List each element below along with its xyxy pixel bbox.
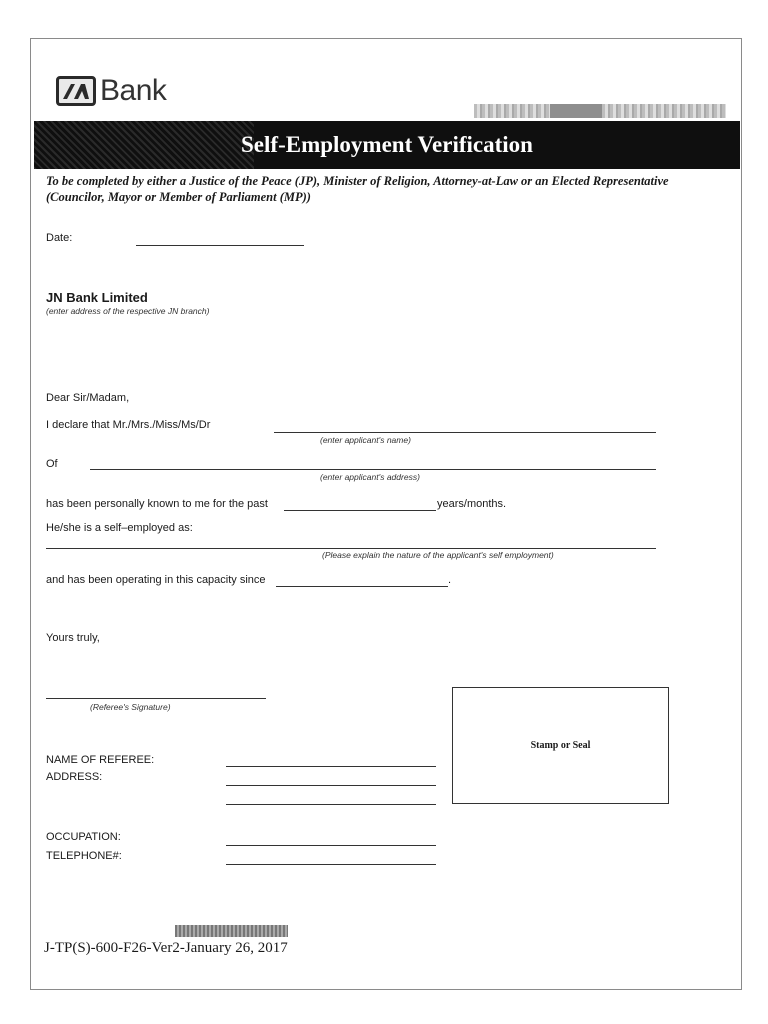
nature-hint: (Please explain the nature of the applicant's self employment) — [322, 550, 554, 560]
date-field[interactable] — [136, 245, 304, 246]
applicant-address-field[interactable] — [90, 469, 656, 470]
jn-logo-icon — [56, 76, 96, 106]
applicant-address-hint: (enter applicant's address) — [320, 472, 420, 482]
referee-name-label: NAME OF REFEREE: — [46, 754, 155, 766]
self-employment-field[interactable] — [46, 548, 656, 549]
operating-label: and has been operating in this capacity since — [46, 574, 266, 586]
self-employed-label: He/she is a self–employed as: — [46, 522, 193, 534]
of-label: Of — [46, 458, 58, 470]
date-label: Date: — [46, 232, 73, 244]
applicant-name-field[interactable] — [274, 432, 656, 433]
form-code: J-TP(S)-600-F26-Ver2-January 26, 2017 — [44, 940, 288, 956]
signature-hint: (Referee's Signature) — [90, 702, 171, 712]
page-title: Self-Employment Verification — [241, 132, 533, 157]
declare-label: I declare that Mr./Mrs./Miss/Ms/Dr — [46, 419, 211, 431]
operating-since-field[interactable] — [276, 586, 448, 587]
referee-address-field-2[interactable] — [226, 804, 436, 805]
occupation-field[interactable] — [226, 845, 436, 846]
bank-address-hint: (enter address of the respective JN branch) — [46, 306, 210, 316]
closing: Yours truly, — [46, 632, 100, 644]
years-label: years/months. — [437, 498, 507, 510]
salutation: Dear Sir/Madam, — [46, 392, 130, 404]
referee-name-field[interactable] — [226, 766, 436, 767]
known-label: has been personally known to me for the past — [46, 498, 268, 510]
bank-name: JN Bank Limited — [46, 290, 148, 305]
applicant-name-hint: (enter applicant's name) — [320, 435, 411, 445]
stamp-box — [452, 687, 669, 804]
signature-field[interactable] — [46, 698, 266, 699]
telephone-field[interactable] — [226, 864, 436, 865]
years-field[interactable] — [284, 510, 436, 511]
operating-end: . — [448, 574, 452, 586]
referee-address-label: ADDRESS: — [46, 771, 103, 783]
intro-text: To be completed by either a Justice of the Peace (JP), Minister of Religion, Attorney-at-Law or an Elected Representative (Councilor, Mayor or Member of Parliament (MP)) — [46, 174, 669, 204]
stamp-label: Stamp or Seal — [530, 740, 591, 751]
logo-text: Bank — [100, 74, 167, 107]
referee-address-field-1[interactable] — [226, 785, 436, 786]
telephone-label: TELEPHONE#: — [46, 850, 122, 862]
occupation-label: OCCUPATION: — [46, 831, 121, 843]
footer-scan-mark — [175, 925, 288, 937]
title-banner — [34, 121, 740, 169]
scan-noise-bar — [474, 104, 726, 118]
